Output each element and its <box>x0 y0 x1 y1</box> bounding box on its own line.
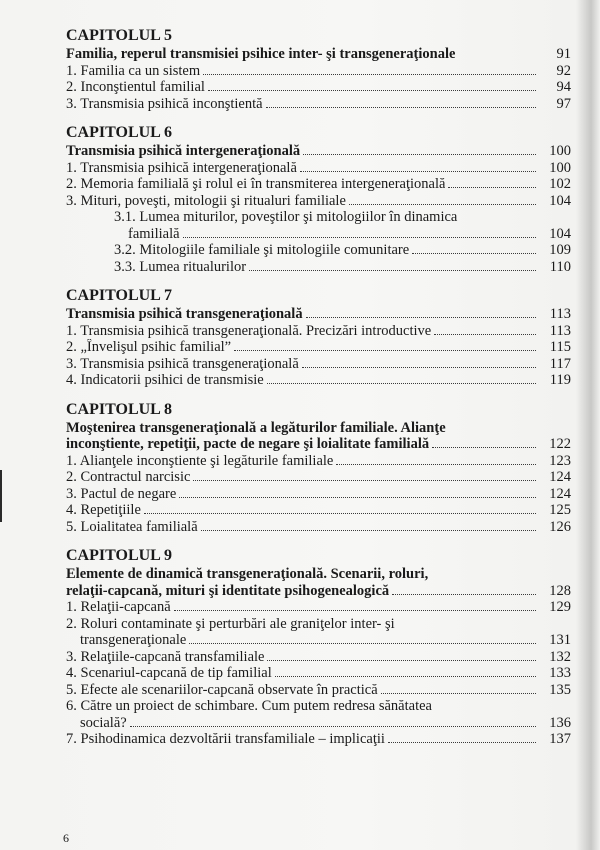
chapter-title-row[interactable] <box>66 419 571 453</box>
dot-leader <box>183 237 536 238</box>
chapter-block <box>66 400 571 536</box>
dot-leader <box>306 317 536 318</box>
chapter-title: Transmisia psihică intergeneraţională <box>66 143 301 159</box>
toc-entry[interactable] <box>66 355 571 373</box>
page-ref: 110 <box>549 258 571 275</box>
dot-leader <box>267 383 536 384</box>
chapter-title: Moştenirea transgeneraţională a legăturilor familiale. Alianţe <box>66 419 446 436</box>
dot-leader <box>336 464 536 465</box>
dot-leader <box>201 530 536 531</box>
page-ref: 136 <box>549 714 571 731</box>
entry-text: 2. Contractul narcisic <box>66 469 191 485</box>
entry-text: 3.1. Lumea miturilor, poveştilor şi mitologiilor în dinamica <box>114 209 458 225</box>
dot-leader <box>144 513 536 514</box>
page-ref: 137 <box>549 731 571 747</box>
dot-leader <box>208 90 536 91</box>
page-ref: 97 <box>556 95 571 112</box>
entry-text: 5. Efecte ale scenariilor-capcană observate în practică <box>66 681 378 698</box>
page-ref: 119 <box>549 372 571 388</box>
toc-entry[interactable] <box>66 681 571 699</box>
page-ref: 122 <box>549 436 571 452</box>
entry-text: 3. Pactul de negare <box>66 485 177 502</box>
dot-leader <box>189 643 536 644</box>
toc-entry[interactable] <box>66 322 571 340</box>
chapter-heading: CAPITOLUL 9 <box>66 547 172 564</box>
dot-leader <box>267 660 536 661</box>
chapter-title-row[interactable] <box>66 306 571 323</box>
dot-leader <box>412 253 536 254</box>
chapter-title: Transmisia psihică transgeneraţională <box>66 306 303 322</box>
entry-text-continuation: familială <box>128 225 180 242</box>
page-ref: 100 <box>549 143 571 159</box>
page-ref: 126 <box>549 518 571 535</box>
table-of-contents <box>66 26 571 759</box>
chapter-heading: CAPITOLUL 7 <box>66 287 172 304</box>
entry-text: 1. Transmisia psihică transgeneraţională. Precizări introductive <box>66 322 432 339</box>
toc-entry[interactable] <box>66 665 571 682</box>
dot-leader <box>193 480 536 481</box>
toc-entry[interactable] <box>66 95 571 113</box>
entry-text: 2. Roluri contaminate şi perturbări ale graniţelor inter- şi <box>66 615 395 632</box>
toc-entry[interactable] <box>66 62 571 80</box>
chapter-title-continuation: relaţii-capcană, mituri şi identitate psihogenealogică <box>66 582 390 599</box>
chapter-title-continuation: inconştiente, repetiţii, pacte de negare şi loialitate familială <box>66 436 430 452</box>
page-ref: 124 <box>549 485 571 502</box>
page-ref: 91 <box>556 46 571 62</box>
toc-subentry[interactable] <box>66 258 571 276</box>
page-ref: 104 <box>549 192 571 209</box>
entry-text: 3. Transmisia psihică inconştientă <box>66 95 263 112</box>
chapter-heading: CAPITOLUL 8 <box>66 400 172 418</box>
page-number: 6 <box>63 831 69 845</box>
dot-leader <box>392 594 536 595</box>
entry-text: 2. Inconştientul familial <box>66 79 205 95</box>
chapter-block <box>66 26 571 112</box>
entry-text: 6. Către un proiect de schimbare. Cum putem redresa sănătatea <box>66 698 432 714</box>
entry-text: 3. Transmisia psihică transgeneraţională <box>66 355 299 372</box>
page-ref: 128 <box>549 582 571 599</box>
toc-entry[interactable] <box>66 502 571 519</box>
dot-leader <box>381 693 536 694</box>
toc-entry[interactable] <box>66 485 571 503</box>
chapter-block <box>66 123 571 275</box>
entry-text: 2. Memoria familială şi rolul ei în transmiterea intergeneraţională <box>66 176 446 192</box>
page-ref: 135 <box>549 681 571 698</box>
toc-entry[interactable] <box>66 159 571 177</box>
entry-text-continuation: socială? <box>80 714 127 731</box>
toc-entry[interactable] <box>66 698 571 731</box>
page-ref: 133 <box>549 665 571 681</box>
entry-text: 4. Indicatorii psihici de transmisie <box>66 372 264 388</box>
dot-leader <box>388 742 536 743</box>
entry-text: 1. Alianţele inconştiente şi legăturile familiale <box>66 452 334 469</box>
dot-leader <box>130 726 536 727</box>
dot-leader <box>174 610 536 611</box>
toc-entry[interactable] <box>66 648 571 666</box>
chapter-heading: CAPITOLUL 6 <box>66 124 172 141</box>
page-edge-shadow <box>0 470 2 522</box>
chapter-title: Familia, reperul transmisiei psihice inter- şi transgeneraţionale <box>66 46 456 62</box>
chapter-title-row[interactable] <box>66 143 571 160</box>
dot-leader <box>275 676 536 677</box>
toc-entry[interactable] <box>66 452 571 470</box>
toc-entry[interactable] <box>66 79 571 96</box>
chapter-block <box>66 546 571 748</box>
entry-text: 1. Transmisia psihică intergeneraţională <box>66 159 297 176</box>
dot-leader <box>432 447 536 448</box>
entry-text: 1. Relaţii-capcană <box>66 599 171 615</box>
page-ref: 124 <box>549 469 571 485</box>
entry-text: 7. Psihodinamica dezvoltării transfamiliale – implicaţii <box>66 731 385 747</box>
toc-entry[interactable] <box>66 599 571 616</box>
page-ref: 92 <box>556 62 571 79</box>
page-ref: 129 <box>549 599 571 615</box>
entry-text-continuation: transgeneraţionale <box>80 632 187 648</box>
dot-leader <box>448 187 536 188</box>
dot-leader <box>434 334 536 335</box>
page-ref: 100 <box>549 159 571 176</box>
toc-entry[interactable] <box>66 518 571 536</box>
page-ref: 113 <box>549 322 571 339</box>
toc-subentry[interactable] <box>66 209 571 242</box>
dot-leader <box>179 497 536 498</box>
entry-text: 1. Familia ca un sistem <box>66 62 201 79</box>
page-ref: 117 <box>549 355 571 372</box>
dot-leader <box>349 204 536 205</box>
chapter-title: Elemente de dinamică transgeneraţională. Scenarii, roluri, <box>66 566 429 582</box>
toc-entry[interactable] <box>66 615 571 649</box>
dot-leader <box>249 270 536 271</box>
dot-leader <box>266 107 536 108</box>
page-ref: 131 <box>549 632 571 648</box>
dot-leader <box>302 367 536 368</box>
entry-text: 2. „Învelişul psihic familial” <box>66 339 232 355</box>
entry-text: 3.2. Mitologiile familiale şi mitologiile comunitare <box>114 242 410 258</box>
page-ref: 109 <box>549 242 571 258</box>
dot-leader <box>300 171 536 172</box>
page-ref: 102 <box>549 176 571 192</box>
entry-text: 3.3. Lumea ritualurilor <box>114 258 247 275</box>
page-ref: 104 <box>549 225 571 242</box>
entry-text: 4. Repetiţiile <box>66 502 141 518</box>
toc-entry[interactable] <box>66 339 571 356</box>
dot-leader <box>303 154 536 155</box>
toc-entry[interactable] <box>66 469 571 486</box>
entry-text: 3. Mituri, poveşti, mitologii şi ritualuri familiale <box>66 192 346 209</box>
page-ref: 94 <box>556 79 571 95</box>
toc-entry[interactable] <box>66 731 571 748</box>
dot-leader <box>234 350 536 351</box>
chapter-title-row[interactable] <box>66 566 571 599</box>
entry-text: 4. Scenariul-capcană de tip familial <box>66 665 272 681</box>
dot-leader <box>203 74 536 75</box>
toc-entry[interactable] <box>66 372 571 389</box>
page-ref: 123 <box>549 452 571 469</box>
page-ref: 115 <box>549 339 571 355</box>
toc-entry[interactable] <box>66 176 571 193</box>
entry-text: 5. Loialitatea familială <box>66 518 198 535</box>
toc-entry[interactable] <box>66 192 571 210</box>
page-ref: 125 <box>549 502 571 518</box>
chapter-title-row[interactable] <box>66 46 571 63</box>
toc-subentry[interactable] <box>66 242 571 259</box>
entry-text: 3. Relaţiile-capcană transfamiliale <box>66 648 265 665</box>
page-ref: 132 <box>549 648 571 665</box>
page-ref: 113 <box>549 306 571 322</box>
chapter-block <box>66 286 571 389</box>
chapter-heading: CAPITOLUL 5 <box>66 27 172 44</box>
